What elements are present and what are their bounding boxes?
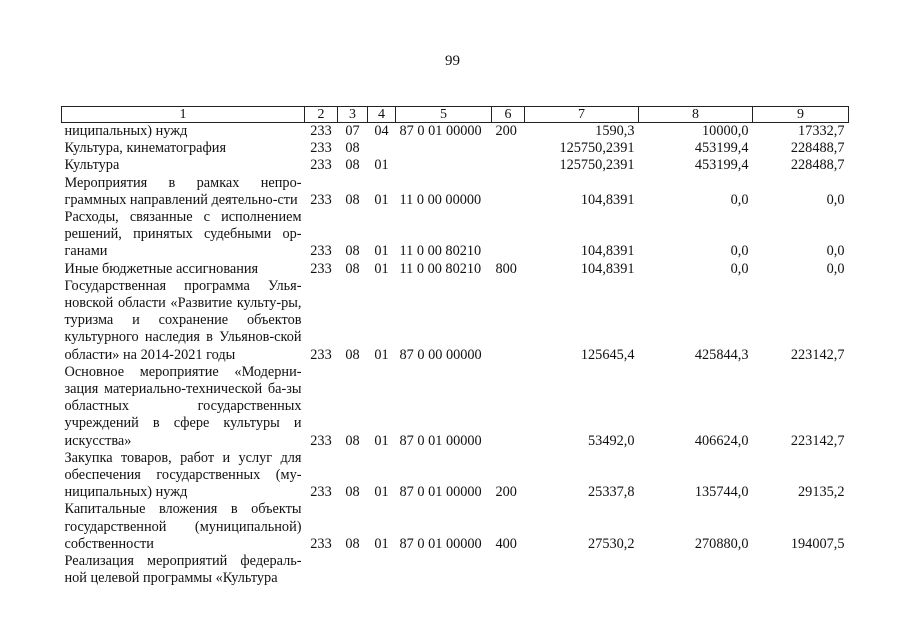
row-csr: 87 0 01 00000 (399, 432, 482, 449)
row-name: Закупка товаров, работ и услуг для обеспечения государственных (му-ниципальных) нужд (64, 449, 302, 501)
row-value-col9: 223142,7 (790, 346, 845, 363)
row-razdel: 08 (345, 346, 360, 363)
table-row (62, 261, 849, 278)
row-adm: 233 (310, 123, 332, 139)
row-value-col9: 228488,7 (790, 140, 845, 157)
row-value-col8: 406624,0 (694, 432, 749, 449)
row-value-col7: 125750,2391 (559, 157, 635, 174)
row-value-col7: 104,8391 (580, 260, 635, 277)
row-adm: 233 (310, 260, 332, 277)
row-value-col7: 125750,2391 (559, 140, 635, 157)
row-value-col9: 0,0 (826, 260, 845, 277)
row-podrazdel: 01 (374, 243, 389, 260)
col-header-3: 3 (338, 107, 368, 123)
col-header-2: 2 (305, 107, 338, 123)
row-csr: 87 0 01 00000 (399, 535, 482, 552)
row-value-col7: 27530,2 (588, 535, 635, 552)
row-podrazdel: 01 (374, 191, 389, 208)
row-vr: 200 (495, 484, 517, 501)
row-value-col7: 1590,3 (595, 123, 635, 139)
page-number: 99 (445, 53, 460, 69)
row-name: Расходы, связанные с исполнением решений, принятых судебными ор-ганами (64, 209, 302, 260)
row-podrazdel: 01 (374, 432, 389, 449)
row-csr (396, 140, 492, 157)
row-csr: 87 0 00 00000 (399, 346, 482, 363)
row-csr: 87 0 01 00000 (399, 123, 482, 139)
row-podrazdel: 01 (374, 157, 389, 174)
row-value-col8: 10000,0 (702, 123, 749, 139)
row-name: Капитальные вложения в объекты государственной (муниципальной) собственности (64, 501, 302, 552)
col-header-8: 8 (639, 107, 753, 123)
row-vr: 800 (495, 260, 517, 277)
row-name: Культура (64, 157, 120, 174)
row-value-col9: 17332,7 (798, 123, 845, 139)
row-adm: 233 (310, 191, 332, 208)
col-header-6: 6 (492, 107, 525, 123)
row-value-col9: 29135,2 (798, 484, 845, 501)
row-podrazdel: 01 (374, 484, 389, 501)
row-vr (492, 364, 525, 450)
row-value-col8: 135744,0 (694, 484, 749, 501)
row-name: Мероприятия в рамках непро-граммных направлений деятельно-сти (64, 174, 302, 208)
row-adm (305, 553, 338, 587)
row-podrazdel (368, 553, 396, 587)
budget-table (61, 106, 849, 587)
row-podrazdel: 04 (374, 123, 389, 139)
row-adm: 233 (310, 484, 332, 501)
row-vr (492, 553, 525, 587)
row-value-col9: 223142,7 (790, 432, 845, 449)
row-razdel: 07 (345, 123, 360, 139)
row-value-col7: 104,8391 (580, 243, 635, 260)
row-razdel: 08 (345, 484, 360, 501)
table-row (62, 364, 849, 450)
row-adm: 233 (310, 535, 332, 552)
table-row (62, 209, 849, 261)
row-razdel: 08 (345, 535, 360, 552)
row-name: Государственная программа Улья-новской области «Развитие культу-ры, туризма и сохранение объектов культурного наследия в Ульянов-ской области» на 2014-2021 годы (64, 277, 302, 363)
table-row (62, 140, 849, 157)
row-value-col9: 0,0 (826, 243, 845, 260)
table-header (62, 107, 849, 123)
row-csr (396, 157, 492, 174)
row-value-col8: 453199,4 (694, 140, 749, 157)
row-value-col9 (753, 553, 849, 587)
row-razdel: 08 (345, 140, 360, 157)
row-csr: 11 0 00 80210 (399, 243, 482, 260)
row-value-col7: 25337,8 (588, 484, 635, 501)
col-header-5: 5 (396, 107, 492, 123)
table-row (62, 278, 849, 364)
row-value-col8: 425844,3 (694, 346, 749, 363)
row-value-col8 (639, 553, 753, 587)
row-razdel: 08 (345, 432, 360, 449)
table-row (62, 501, 849, 553)
row-value-col7: 53492,0 (588, 432, 635, 449)
row-adm: 233 (310, 243, 332, 260)
row-value-col7: 125645,4 (580, 346, 635, 363)
col-header-1: 1 (62, 107, 305, 123)
row-podrazdel: 01 (374, 535, 389, 552)
table-row (62, 123, 849, 141)
row-value-col8: 453199,4 (694, 157, 749, 174)
row-razdel: 08 (345, 157, 360, 174)
row-value-col8: 0,0 (730, 243, 749, 260)
row-csr: 87 0 01 00000 (399, 484, 482, 501)
row-vr (492, 278, 525, 364)
row-vr: 200 (495, 123, 517, 139)
row-value-col7 (525, 553, 639, 587)
row-adm: 233 (310, 157, 332, 174)
row-value-col8: 270880,0 (694, 535, 749, 552)
row-name: Реализация мероприятий федераль-ной целевой программы «Культура (64, 553, 302, 587)
row-csr: 11 0 00 00000 (399, 191, 482, 208)
row-name: ниципальных) нужд (64, 123, 188, 139)
row-podrazdel: 01 (374, 260, 389, 277)
table-row (62, 157, 849, 174)
row-vr (492, 175, 525, 209)
col-header-7: 7 (525, 107, 639, 123)
col-header-4: 4 (368, 107, 396, 123)
row-name: Иные бюджетные ассигнования (64, 260, 259, 277)
row-value-col8: 0,0 (730, 260, 749, 277)
row-vr (492, 157, 525, 174)
row-value-col9: 194007,5 (790, 535, 845, 552)
col-header-9: 9 (753, 107, 849, 123)
row-name: Культура, кинематография (64, 140, 227, 157)
row-adm: 233 (310, 432, 332, 449)
table-row (62, 450, 849, 502)
row-razdel: 08 (345, 243, 360, 260)
table-row (62, 175, 849, 209)
row-adm: 233 (310, 346, 332, 363)
row-razdel: 08 (345, 191, 360, 208)
table-row (62, 553, 849, 587)
row-csr (396, 553, 492, 587)
row-name: Основное мероприятие «Модерни-зация материально-технической ба-зы областных государственных учреждений в сфере культуры и искусства» (64, 363, 302, 449)
row-razdel (338, 553, 368, 587)
row-value-col8: 0,0 (730, 191, 749, 208)
row-vr (492, 209, 525, 261)
row-vr: 400 (495, 535, 517, 552)
row-csr: 11 0 00 80210 (399, 260, 482, 277)
row-value-col7: 104,8391 (580, 191, 635, 208)
row-vr (492, 140, 525, 157)
row-value-col9: 228488,7 (790, 157, 845, 174)
row-value-col9: 0,0 (826, 191, 845, 208)
row-podrazdel (368, 140, 396, 157)
table-body (62, 123, 849, 588)
row-razdel: 08 (345, 260, 360, 277)
row-adm: 233 (310, 140, 332, 157)
row-podrazdel: 01 (374, 346, 389, 363)
